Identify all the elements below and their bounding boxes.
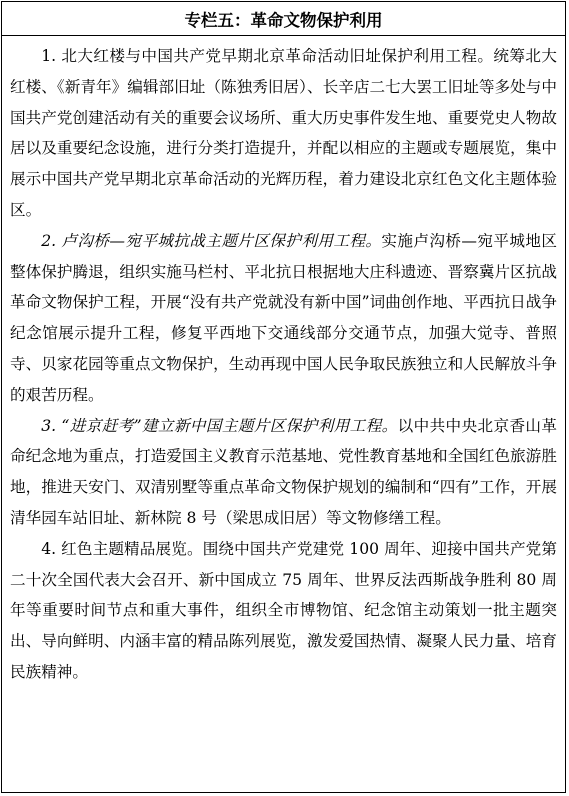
item-4 (10, 534, 557, 688)
item-2-heading: 2. 卢沟桥—宛平城抗战主题片区保护利用工程。 (41, 231, 382, 250)
item-4-heading: 4. 红色主题精品展览。 (41, 539, 203, 558)
item-2-text: 实施卢沟桥—宛平城地区整体保护腾退，组织实施马栏村、平北抗日根据地大庄科遗迹、晋察冀片区抗战革命文物保护工程，开展“没有共产党就没有新中国”词曲创作地、平西抗日战争纪念馆展示提升工程，修复平西地下交通线部分交通节点，加强大觉寺、普照寺、贝家花园等重点文物保护，生动再现中国人民争取民族独立和人民解放斗争的艰苦历程。 (10, 231, 557, 404)
item-3-heading: 3. “进京赶考”建立新中国主题片区保护利用工程。 (41, 416, 398, 435)
item-1-heading: 1. 北大红楼与中国共产党早期北京革命活动旧址保护利用工程。 (41, 47, 494, 65)
item-1 (10, 41, 557, 226)
item-4-text: 围绕中国共产党建党 100 周年、迎接中国共产党第二十次全国代表大会召开、新中国成立 75 周年、世界反法西斯战争胜利 80 周年等重要时间节点和重大事件，组织全市博物馆、纪念馆主动策划一批主题突出、导向鲜明、内涵丰富的精品陈列展览，激发爱国热情、凝聚人民力量、培育民族精神。 (10, 539, 557, 681)
item-3 (10, 411, 557, 534)
column-body (2, 36, 565, 688)
column-title: 专栏五：革命文物保护利用 (2, 2, 565, 36)
column-box (1, 1, 566, 793)
item-2 (10, 226, 557, 411)
item-1-text: 统筹北大红楼、《新青年》编辑部旧址（陈独秀旧居）、长辛店二七大罢工旧址等多处与中国共产党创建活动有关的重要会议场所、重大历史事件发生地、重要党史人物故居以及重要纪念设施，进行分类打造提升，并配以相应的主题或专题展览，集中展示中国共产党早期北京革命活动的光辉历程，着力建设北京红色文化主题体验区。 (10, 47, 557, 219)
item-3-text: 以中共中央北京香山革命纪念地为重点，打造爱国主义教育示范基地、党性教育基地和全国红色旅游胜地，推进天安门、双清别墅等重点革命文物保护规划的编制和“四有”工作，开展清华园车站旧址、新林院 8 号（梁思成旧居）等文物修缮工程。 (10, 416, 557, 527)
